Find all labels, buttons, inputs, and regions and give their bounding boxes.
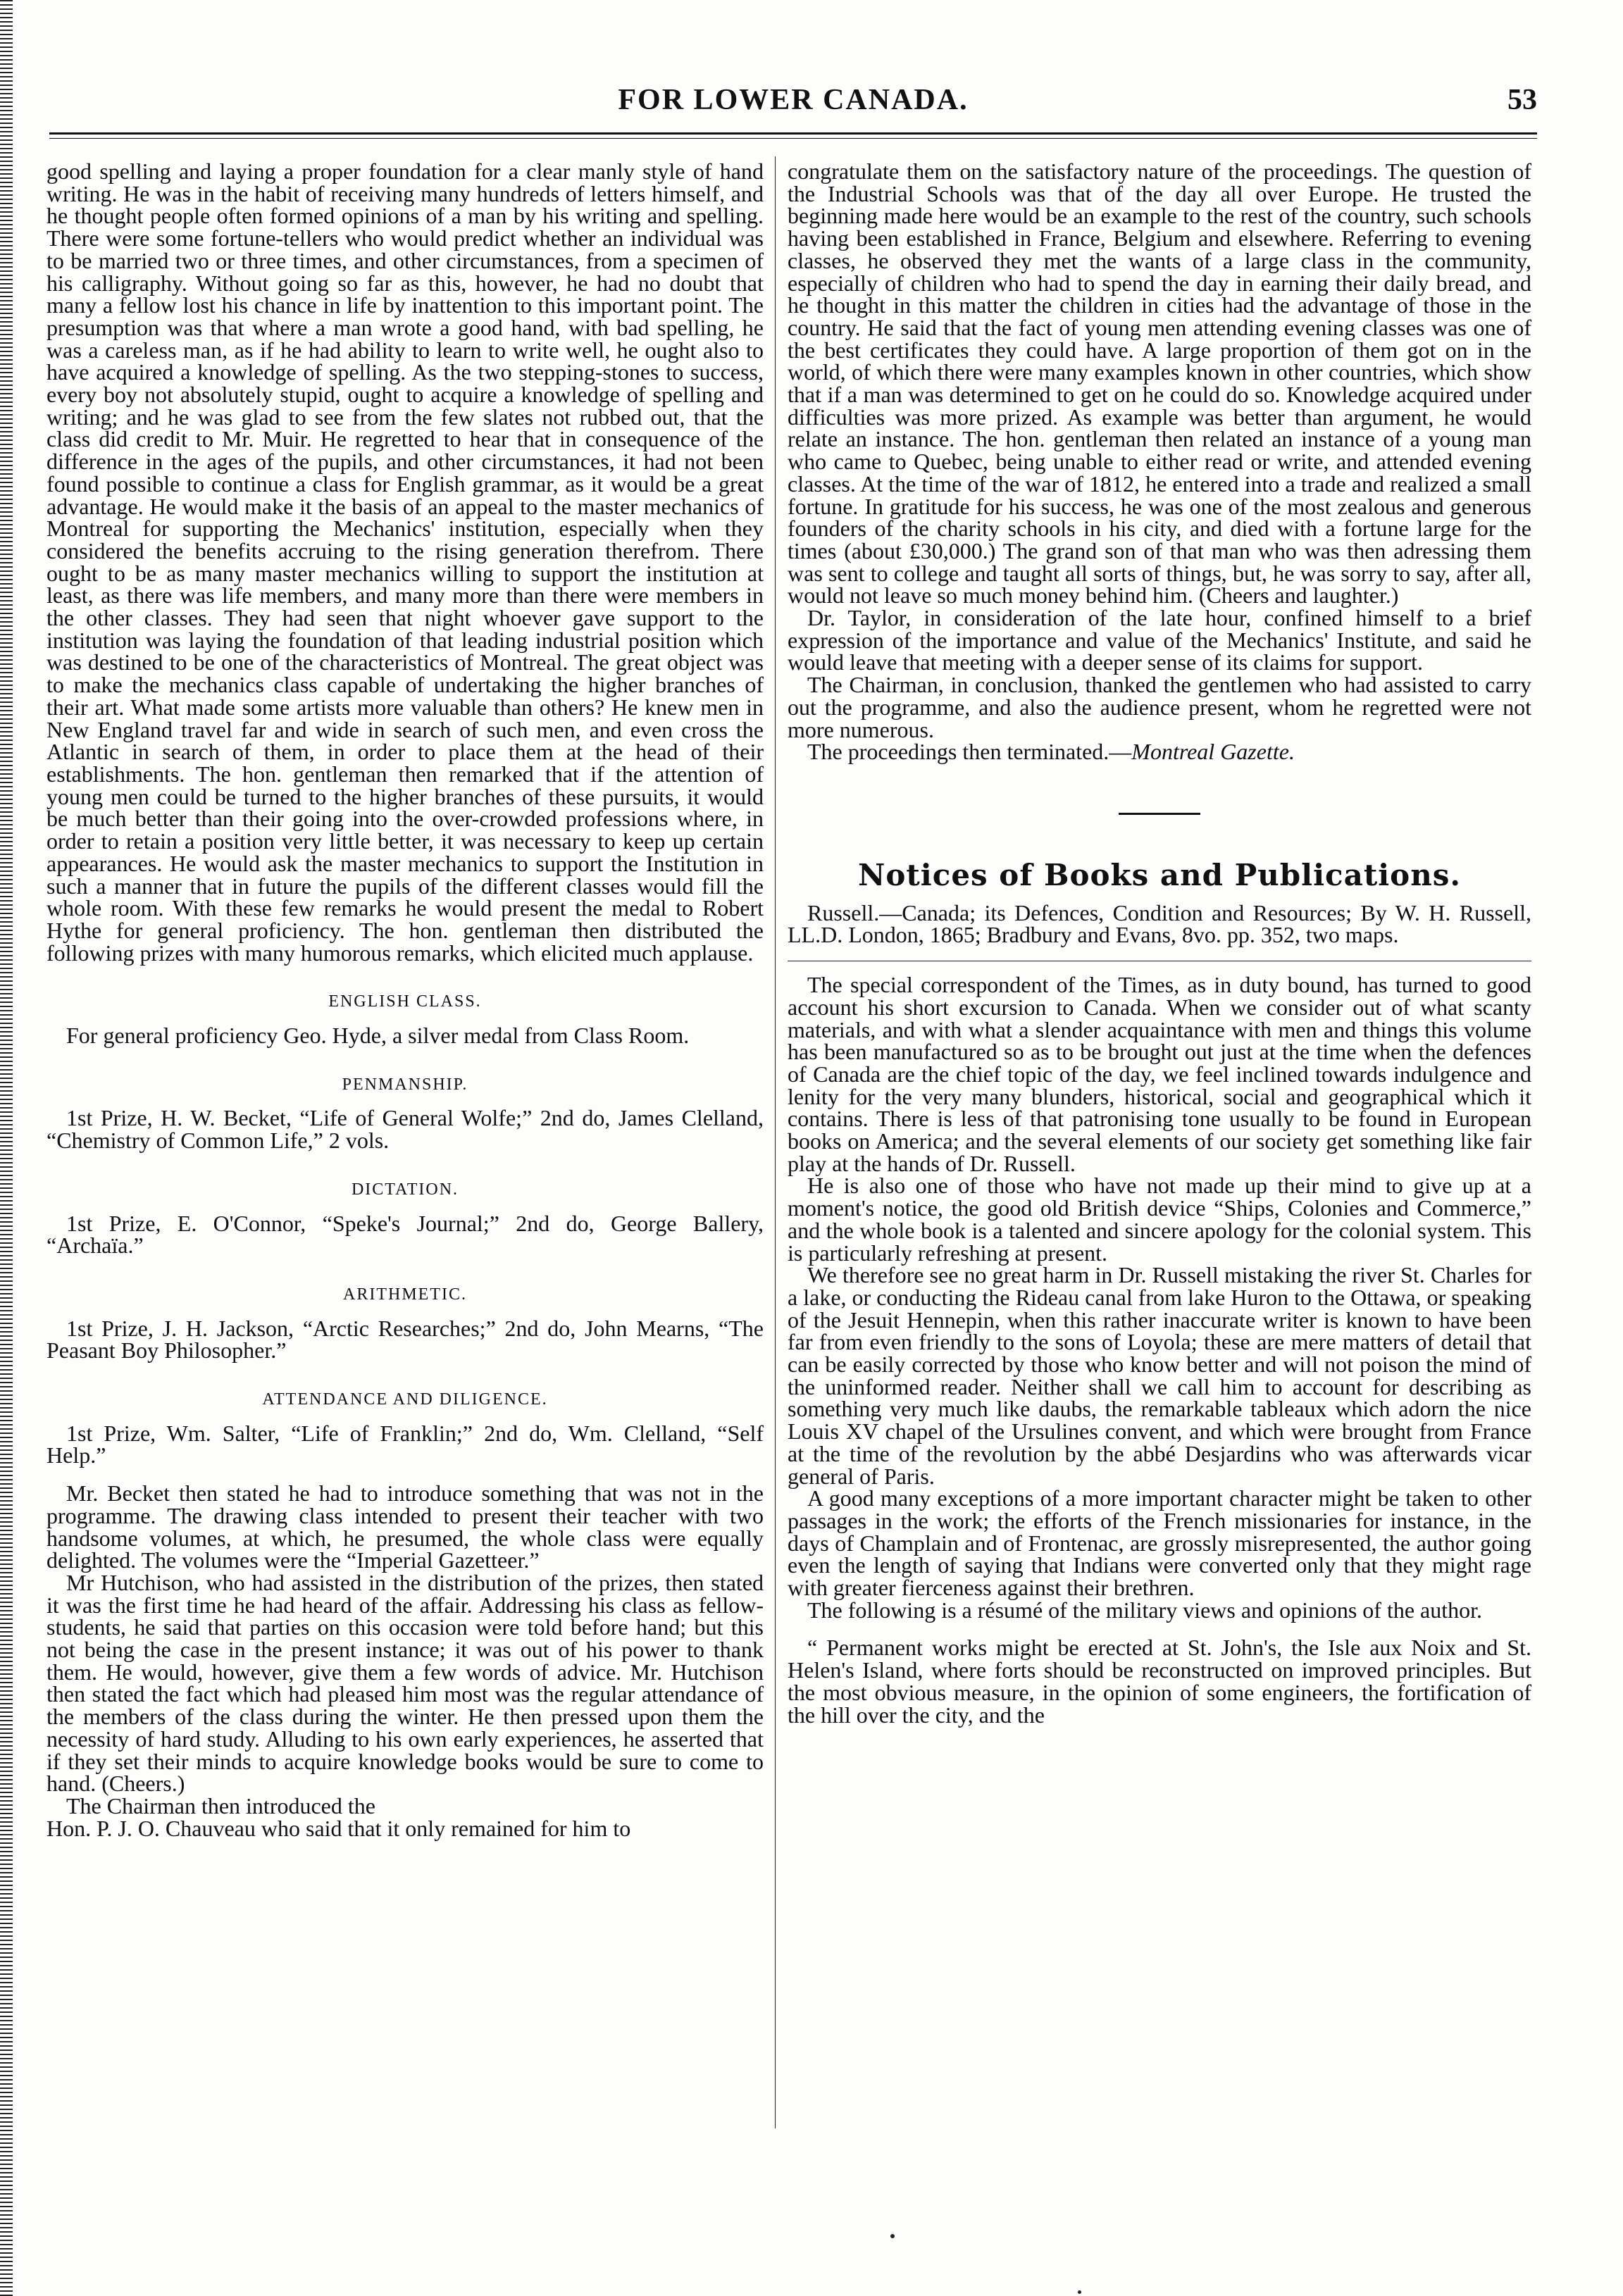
heading-penmanship: PENMANSHIP.	[342, 1075, 468, 1094]
section-separator	[1119, 813, 1200, 815]
column-divider	[775, 156, 776, 2128]
heading-arithmetic: ARITHMETIC.	[343, 1285, 467, 1304]
review-paragraph-2: He is also one of those who have not made up their mind to give up at a moment's notice, the good old British device “Ships, Colonies and Commerce,” and the whole book is a talented and sincere apology for the colonial system. This is particularly refreshing at present.	[788, 1173, 1531, 1266]
review-paragraph-3: We therefore see no great harm in Dr. Russell mistaking the river St. Charles for a lake, or conducting the Rideau canal from lake Huron to the Ottawa, or speaking of the Jesuit Hennepin, when this rather inaccurate writer is known to have been far from even friendly to the sons of Loyola; these are mere matters of detail that can be easily corrected by those who know better and will not poison the mind of the uninformed reader. Neither shall we call him to account for describing as something very much like daubs, the remarkable tableaux which adorn the nice Louis XV chapel of the Ursulines convent, and which were brought from France at the time of the revolution by the abbé Desjardins who was afterwards vicar general of Paris.	[788, 1262, 1531, 1489]
review-paragraph-1: The special correspondent of the Times, as in duty bound, has turned to good account his short excursion to Canada. When we consider out of what scanty materials, and with what a slender acquaintance with men and things this volume has been manufactured so as to be brought out just at the time when the defences of Canada are the chief topic of the day, we feel inclined towards indulgence and lenity for the very many blunders, historical, social and geographical which it contains. There is less of that patronising tone usually to be found in European books on America; and the several elements of our society get something like fair play at the hands of Dr. Russell.	[788, 972, 1531, 1176]
left-column	[46, 158, 764, 1841]
binding-edge	[0, 0, 13, 2296]
page-header	[49, 83, 1537, 125]
prize-arithmetic: 1st Prize, J. H. Jackson, “Arctic Researches;” 2nd do, John Mearns, “The Peasant Boy Philosopher.”	[46, 1315, 764, 1364]
right-column	[788, 158, 1531, 1728]
paragraph-hutchison: Mr Hutchison, who had assisted in the distribution of the prizes, then stated it was the first time he had heard of the affair. Addressing his class as fellow-students, he said that parties on this occasion were told before hand; but this not being the case in the present instance; it was out of his power to thank them. He would, however, give them a few words of advice. Mr. Hutchison then stated the fact which had pleased him most was the regular attendance of the members of the class during the winter. He then pressed upon them the necessity of hard study. Alluding to his own early experiences, he asserted that if they set their minds to acquire knowledge books would be sure to come to hand. (Cheers.)	[46, 1569, 764, 1797]
book-reference: Russell.—Canada; its Defences, Condition and Resources; By W. H. Russell, LL.D. London, 1865; Bradbury and Evans, 8vo. pp. 352, two maps.	[788, 899, 1531, 948]
heading-attendance: ATTENDANCE AND DILIGENCE.	[262, 1390, 548, 1409]
prize-penmanship: 1st Prize, H. W. Becket, “Life of General Wolfe;” 2nd do, James Clelland, “Chemistry of Common Life,” 2 vols.	[46, 1105, 764, 1154]
prize-dictation: 1st Prize, E. O'Connor, “Speke's Journal;” 2nd do, George Ballery, “Archaïa.”	[46, 1210, 764, 1259]
page-number: 53	[1507, 84, 1537, 116]
source-attribution: Montreal Gazette.	[1131, 739, 1295, 765]
paragraph-chauveau: Hon. P. J. O. Chauveau who said that it only remained for him to	[46, 1815, 631, 1841]
header-rule-thin	[49, 138, 1537, 139]
print-mark	[890, 2234, 895, 2238]
review-paragraph-4: A good many exceptions of a more important character might be taken to other passages in the work; the efforts of the French missionaries for instance, in the days of Champlain and of Frontenac, are grossly misrepresented, the author going even the length of saying that Indians were converted only that they might rage with greater fierceness against their brethren.	[788, 1485, 1531, 1601]
paragraph-becket: Mr. Becket then stated he had to introduce something that was not in the programme. The drawing class intended to present their teacher with two handsome volumes, at which, he presumed, the whole class were equally delighted. The volumes were the “Imperial Gazetteer.”	[46, 1480, 764, 1573]
paragraph-speech-continued: good spelling and laying a proper foundation for a clear manly style of hand writing. He was in the habit of receiving many hundreds of letters himself, and he thought people often formed opinions of a man by his writing and spelling. There were some fortune-tellers who would predict whether an individual was to be married two or three times, and other circumstances, from a specimen of his calligraphy. Without going so far as this, however, he had no doubt that many a fellow lost his chance in life by inattention to this important point. The presumption was that where a man wrote a good hand, with bad spelling, he was a careless man, as if he had ability to learn to write well, he ought also to have acquired a knowledge of spelling. As the two stepping-stones to success, every boy not absolutely stupid, ought to acquire a knowledge of spelling and writing; and he was glad to see from the few slates not rubbed out, that the class did credit to Mr. Muir. He regretted to hear that in consequence of the difference in the ages of the pupils, and other circumstances, it had not been found possible to continue a class for English grammar, as it would be a great advantage. He would make it the basis of an appeal to the master mechanics of Montreal for supporting the Mechanics' institution, especially when they considered the benefits accruing to the rising generation therefrom. There ought to be as many master mechanics willing to support the institution at least, as there was life members, and many more than there were members in the other classes. They had seen that night whoever gave support to the institution was laying the foundation of that leading industrial position which was destined to be one of the characteristics of Montreal. The great object was to make the mechanics class capable of undertaking the higher branches of their art. What made some artists more valuable than others? He knew men in New England travel far and wide in search of such men, and even cross the Atlantic in search of them, in order to place them at the head of their establishments. The hon. gentleman then remarked that if the attention of young men could be turned to the higher branches of these pursuits, it would be much better than their going into the over-crowded professions where, in order to retain a position very little better, it was necessary to keep up certain appearances. He would ask the master mechanics to support the Institution in such a manner that in future the pupils of the different classes would fill the whole room. With these few remarks he would present the medal to Robert Hythe for general proficiency. The hon. gentleman then distributed the following prizes with many humorous remarks, which elicited much applause.	[46, 158, 764, 966]
paragraph-chairman-intro: The Chairman then introduced the	[66, 1793, 375, 1818]
print-mark-2	[1078, 2290, 1081, 2294]
prize-attendance: 1st Prize, Wm. Salter, “Life of Franklin;” 2nd do, Wm. Clelland, “Self Help.”	[46, 1420, 764, 1468]
review-quotation: “ Permanent works might be erected at St. John's, the Isle aux Noix and St. Helen's Island, where forts should be reconstructed on improved principles. But the most obvious measure, in the opinion of some engineers, the fortification of the hill over the city, and the	[788, 1635, 1531, 1728]
header-rule-thick	[49, 132, 1537, 135]
heading-english-class: ENGLISH CLASS.	[328, 992, 482, 1011]
paragraph-chairman-conclusion: The Chairman, in conclusion, thanked the gentlemen who had assisted to carry out the programme, and also the audience present, whom he regretted were not more numerous.	[788, 672, 1531, 742]
paragraph-terminated	[788, 741, 1531, 763]
running-title: FOR LOWER CANADA.	[618, 84, 969, 116]
notices-heading: Notices of Books and Publications.	[857, 857, 1461, 892]
paragraph-taylor: Dr. Taylor, in consideration of the late hour, confined himself to a brief expression of the importance and value of the Mechanics' Institute, and said he would leave that meeting with a deeper sense of its claims for support.	[788, 605, 1531, 675]
review-paragraph-5: The following is a résumé of the military views and opinions of the author.	[807, 1597, 1483, 1623]
heading-dictation: DICTATION.	[351, 1180, 459, 1199]
paragraph-chauveau-continued: congratulate them on the satisfactory nature of the proceedings. The question of the Industrial Schools was that of the day all over Europe. He trusted the beginning made here would be an example to the rest of the country, such schools having been established in France, Belgium and elsewhere. Referring to evening classes, he observed they met the wants of a large class in the community, especially of children who had to spend the day in earning their daily bread, and he thought in this matter the children in cities had the advantage of those in the country. He said that the fact of young men attending evening classes was one of the best certificates they could have. A large proportion of them got on in the world, of which there were many examples known in other countries, which show that if a man was determined to get on he could do so. Knowledge acquired under difficulties was more prized. As example was better than argument, he would relate an instance. The hon. gentleman then related an instance of a young man who came to Quebec, being unable to either read or write, and attended evening classes. At the time of the war of 1812, he entered into a trade and realized a small fortune. In gratitude for his success, he was one of the most zealous and generous founders of the charity schools in his city, and died with a fortune large for the times (about £30,000.) The grand son of that man who was then adressing them was sent to college and taught all sorts of things, but, he was sorry to say, after all, would not leave so much money behind him. (Cheers and laughter.)	[788, 158, 1531, 609]
prize-english: For general proficiency Geo. Hyde, a silver medal from Class Room.	[66, 1023, 690, 1049]
terminated-text: The proceedings then terminated.—	[807, 739, 1132, 765]
